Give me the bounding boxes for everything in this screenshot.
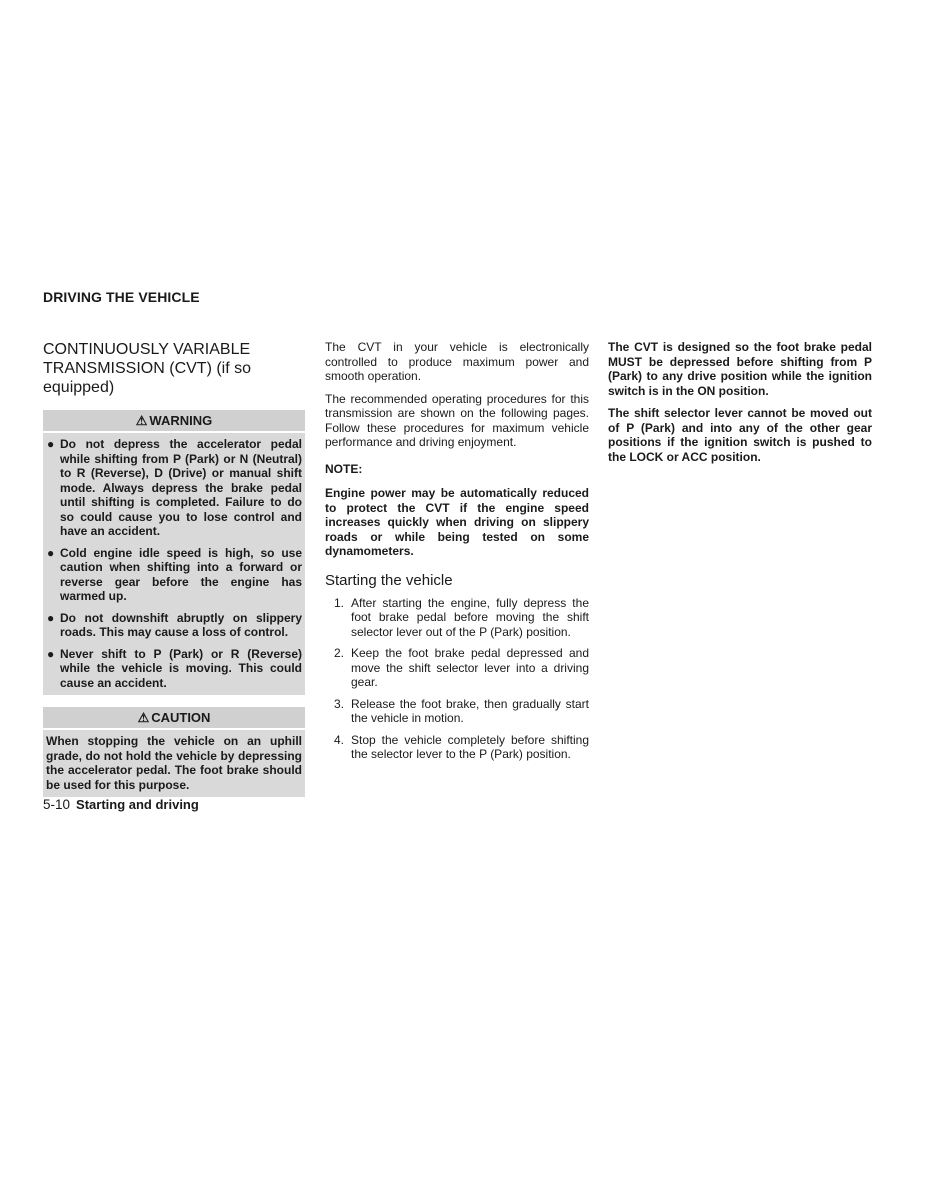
note-label: NOTE: bbox=[325, 461, 363, 476]
warning-item-text: Cold engine idle speed is high, so use caution when shifting into a forward or reverse gear before the engine has warmed up. bbox=[60, 545, 302, 603]
caution-box bbox=[43, 707, 305, 797]
warning-body bbox=[43, 433, 305, 695]
step-number: 4. bbox=[334, 732, 345, 747]
caution-body bbox=[43, 730, 305, 797]
brake-requirement-paragraph: The CVT is designed so the foot brake pedal MUST be depressed before shifting from P (Park) to any drive position while the ignition switch is in the ON position. bbox=[608, 340, 872, 398]
column-right bbox=[608, 340, 872, 472]
step-text: Keep the foot brake pedal depressed and move the shift selector lever into a driving gear. bbox=[351, 646, 589, 689]
warning-item-text: Do not downshift abruptly on slippery roads. This may cause a loss of control. bbox=[60, 610, 302, 639]
warning-item-text: Do not depress the accelerator pedal while shifting from P (Park) or N (Neutral) to R (Reverse), D (Drive) or manual shift mode. Always depress the brake pedal until shifting is completed. Failure to do so could cause you to lose control and have an accident. bbox=[60, 437, 302, 538]
starting-subheading: Starting the vehicle bbox=[325, 571, 453, 589]
step-number: 3. bbox=[334, 696, 345, 711]
step-item bbox=[325, 733, 589, 762]
bullet-icon: ● bbox=[47, 437, 55, 451]
warning-item bbox=[46, 546, 302, 604]
warning-header bbox=[43, 410, 305, 433]
step-text: After starting the engine, fully depress the foot brake pedal before moving the shift selector lever out of the P (Park) position. bbox=[351, 595, 589, 639]
bullet-icon: ● bbox=[47, 646, 55, 661]
warning-item bbox=[46, 647, 302, 691]
note-text: Engine power may be automatically reduced to protect the CVT if the engine speed increases quickly when driving on slippery roads or while being tested on some dynamometers. bbox=[325, 486, 589, 558]
page-number: 5-10 bbox=[43, 797, 71, 812]
caution-triangle-icon: ⚠ bbox=[137, 710, 150, 725]
warning-item bbox=[46, 611, 302, 640]
starting-steps bbox=[325, 596, 589, 762]
procedures-paragraph: The recommended operating procedures for this transmission are shown on the following pages. Follow these procedures for maximum vehicle performance and driving enjoyment. bbox=[325, 391, 589, 449]
transmission-heading: CONTINUOUSLY VARIABLE TRANSMISSION (CVT) (if so equipped) bbox=[43, 341, 252, 396]
step-text: Release the foot brake, then gradually start the vehicle in motion. bbox=[351, 696, 589, 725]
bullet-icon: ● bbox=[47, 610, 55, 625]
shift-lock-paragraph: The shift selector lever cannot be moved out of P (Park) and into any of the other gear positions if the ignition switch is pushed to the LOCK or ACC position. bbox=[608, 406, 872, 464]
intro-paragraph: The CVT in your vehicle is electronically controlled to produce maximum power and smooth operation. bbox=[325, 340, 589, 383]
warning-item-text: Never shift to P (Park) or R (Reverse) while the vehicle is moving. This could cause an accident. bbox=[60, 646, 302, 690]
caution-header bbox=[43, 707, 305, 730]
step-item bbox=[325, 697, 589, 726]
chapter-title: Starting and driving bbox=[76, 797, 199, 812]
warning-list bbox=[46, 437, 302, 690]
page-footer bbox=[43, 797, 199, 812]
step-number: 1. bbox=[334, 595, 345, 610]
step-number: 2. bbox=[334, 646, 345, 660]
column-left bbox=[43, 340, 305, 809]
step-item bbox=[325, 646, 589, 690]
warning-triangle-icon: ⚠ bbox=[135, 413, 148, 428]
warning-box bbox=[43, 410, 305, 695]
warning-item bbox=[46, 437, 302, 539]
caution-title: CAUTION bbox=[151, 710, 211, 725]
warning-title: WARNING bbox=[149, 413, 213, 428]
bullet-icon: ● bbox=[47, 545, 55, 560]
caution-text: When stopping the vehicle on an uphill grade, do not hold the vehicle by depressing the accelerator pedal. The foot brake should be used for this purpose. bbox=[46, 734, 302, 792]
section-title: DRIVING THE VEHICLE bbox=[43, 289, 200, 305]
step-text: Stop the vehicle completely before shifting the selector lever to the P (Park) position. bbox=[351, 732, 589, 761]
step-item bbox=[325, 596, 589, 640]
column-middle bbox=[325, 340, 589, 769]
